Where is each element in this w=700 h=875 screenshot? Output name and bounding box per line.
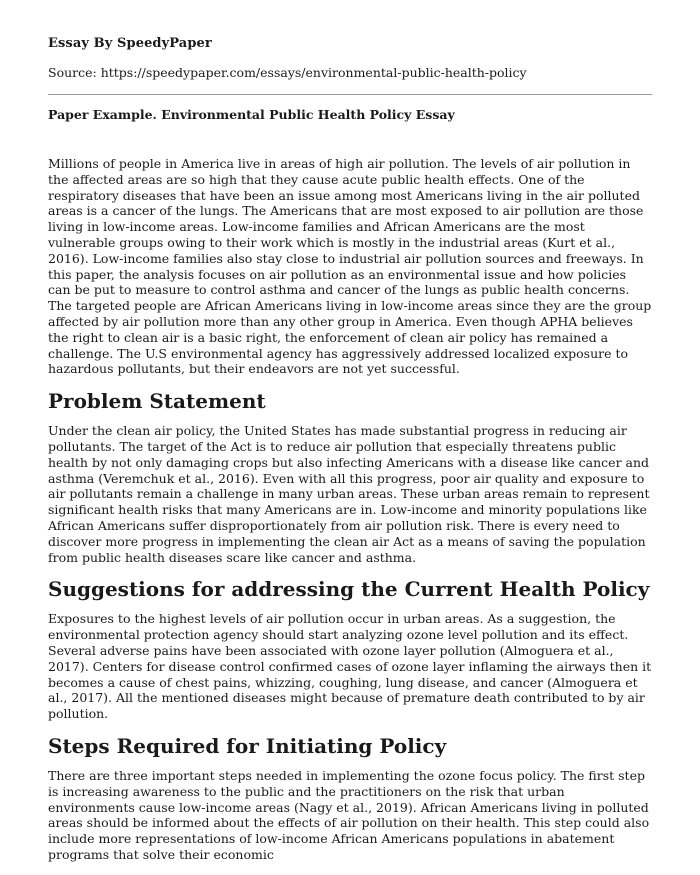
section-body-steps: There are three important steps needed in implementing the ozone focus policy. The first step is increasing awareness to the public and the practitioners on the risk that urban environments cause low-income areas (Nagy et al., 2019). African Americans living in polluted areas should be informed about the effects of air pollution on their health. This step could also include more representations of low-income African Americans populations in abatement programs that solve their economic xyxy=(48,767,650,862)
source-line: Source: https://speedypaper.com/essays/environmental-public-health-policy xyxy=(48,65,527,80)
section-heading-problem-statement: Problem Statement xyxy=(48,389,266,414)
document-page xyxy=(48,36,652,875)
intro-paragraph: Millions of people in America live in areas of high air pollution. The levels of air pollution in the affected areas are so high that they cause acute public health effects. One of the respiratory diseases that have been an issue among most Americans living in the air polluted areas is a cancer of the lungs. The Americans that are most exposed to air pollution are those living in low-income areas. Low-income families and African Americans are the most vulnerable groups owing to their work which is mostly in the industrial areas (Kurt et al., 2016). Low-income families also stay close to industrial air pollution sources and freeways. In this paper, the analysis focuses on air pollution as an environmental issue and how policies can be put to measure to control asthma and cancer of the lungs as public health concerns. The targeted people are African Americans living in low-income areas since they are the group affected by air pollution more than any other group in America. Even though APHA believes the right to clean air is a basic right, the enforcement of clean air policy has remained a challenge. The U.S environmental agency has aggressively addressed localized exposure to hazardous pollutants, but their endeavors are not yet successful. xyxy=(48,156,652,377)
header-divider xyxy=(48,94,652,95)
section-body-suggestions: Exposures to the highest levels of air pollution occur in urban areas. As a suggestion, the environmental protection agency should start analyzing ozone level pollution and its effect. Several adverse pains have been associated with ozone layer pollution (Almoguera et al., 2017). Centers for disease control confirmed cases of ozone layer inflaming the airways then it becomes a cause of chest pains, whizzing, coughing, lung disease, and cancer (Almoguera et al., 2017). All the mentioned diseases might because of premature death contributed to by air pollution. xyxy=(48,611,652,722)
section-heading-suggestions: Suggestions for addressing the Current Health Policy xyxy=(48,577,650,602)
site-title: Essay By SpeedyPaper xyxy=(48,36,212,51)
section-heading-steps: Steps Required for Initiating Policy xyxy=(48,733,447,758)
paper-title: Paper Example. Environmental Public Health Policy Essay xyxy=(48,107,455,122)
section-body-problem-statement: Under the clean air policy, the United States has made substantial progress in reducing air pollutants. The target of the Act is to reduce air pollution that especially threatens public health by not only damaging crops but also infecting Americans with a disease like cancer and asthma (Veremchuk et al., 2016). Even with all this progress, poor air quality and exposure to air pollutants remain a challenge in many urban areas. These urban areas remain to represent significant health risks that many Americans are in. Low-income and minority populations like African Americans suffer disproportionately from air pollution risk. There is every need to discover more progress in implementing the clean air Act as a means of saving the population from public health diseases scare like cancer and asthma. xyxy=(48,423,650,565)
